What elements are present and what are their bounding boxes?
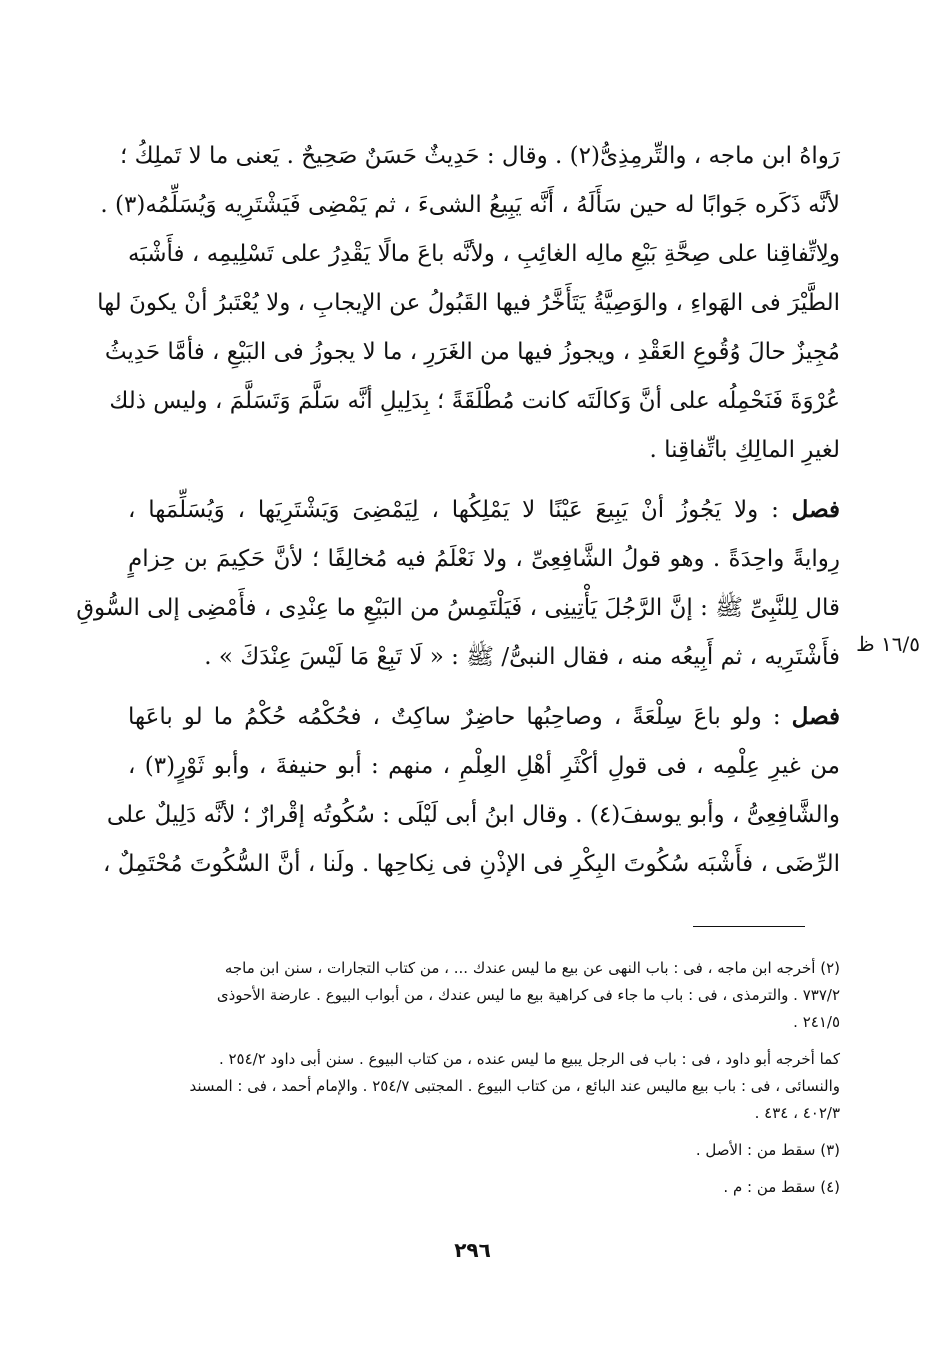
footnote-2-continued: [128, 1046, 840, 1127]
footnote-line: ٢٤١/٥ .: [793, 1013, 840, 1031]
text-line: فأَشْتَرِيه ، ثم أَبِيعُه منه ، فقال النبىُّ/ ﷺ : « لَا تَبِعْ مَا لَيْسَ عِنْدَكَ » .: [204, 644, 840, 670]
footnote-3: [128, 1137, 840, 1164]
footnote-line: (٤) سقط من : م .: [723, 1178, 840, 1196]
footnote-line: ٤٠٢/٣ ، ٤٣٤ .: [754, 1104, 840, 1122]
footnote-line: (٢) أخرجه ابن ماجه ، فى : باب النهى عن بيع ما ليس عندك ... ، من كتاب التجارات ، سنن ابن ماجه: [224, 959, 840, 977]
margin-folio-note: ١٦/٥ ظ: [856, 632, 920, 656]
text-line: والشَّافِعِىُّ ، وأبو يوسفَ(٤) . وقال ابنُ أبى لَيْلَى : سُكُوتُه إقْرارٌ ؛ لأنَّه دَلِيلٌ على: [106, 802, 840, 828]
text-line: الطَّيْرَ فى الهَواءِ ، والوَصِيَّةُ يَتَأَخَّرُ فيها القَبُولُ عن الإيجابِ ، ولا يُعْتَبرُ أنْ يكونَ لها: [97, 290, 840, 316]
footnotes: [128, 955, 840, 1211]
paragraph-3: [102, 692, 841, 889]
text-line: [128, 485, 840, 535]
text-line: رِوايةً واحِدَةً . وهو قولُ الشَّافِعِىِّ ، ولا نَعْلَمُ فيه مُخالِفًا ؛ لأنَّ حَكِيمَ بن حِزامٍ: [128, 546, 840, 572]
paragraph-2: [76, 485, 841, 682]
text-line: من غيرِ عِلْمِه ، فى قولِ أكْثَرِ أهْلِ العِلْمِ ، منهم : أبو حنيفةَ ، وأبو ثَوْرٍ(٣) ،: [128, 753, 840, 779]
text-line: الرِّضَى ، فأَشْبَه سُكُوتَ البِكْرِ فى الإذْنِ فى نِكاحِها . ولَنا ، أنَّ السُّكُوتَ مُحْتَمِلٌ ،: [102, 851, 840, 877]
footnote-line: كما أخرجه أبو داود ، فى : باب فى الرجل يبيع ما ليس عنده ، من كتاب البيوع . سنن أبى داود ٢٥٤/٢ .: [218, 1050, 840, 1068]
footnote-separator: [693, 926, 805, 927]
text-line: [128, 692, 840, 742]
text-run: : ولا يَجُوزُ أنْ يَبِيعَ عَيْنًا لا يَمْلِكُها ، لِيَمْضِىَ وَيَشْتَرِيَها ، وَيُسَلِّمَها ،: [128, 497, 779, 523]
footnote-line: (٣) سقط من : الأصل .: [695, 1141, 840, 1159]
text-line: مُجِيزٌ حالَ وُقُوعِ العَقْدِ ، ويجوزُ فيها من الغَرَرِ ، ما لا يجوزُ فى البَيْعِ ، فأمَّا حَدِيثُ: [104, 339, 840, 365]
footnote-line: والنسائى ، فى : باب بيع ماليس عند البائع ، من كتاب البيوع . المجتبى ٢٥٤/٧ . والإمام أحمد ، فى : المسند: [189, 1077, 840, 1095]
footnote-4: [128, 1174, 840, 1201]
main-text: [76, 132, 841, 889]
section-heading: فصل: [791, 703, 841, 730]
text-line: ولِاتِّفاقِنا على صِحَّةِ بَيْعِ مالِه الغائِبِ ، ولأنَّه باعَ مالًا يَقْدِرُ على تَسْلِيمِه ، فأَشْبَه: [128, 241, 840, 267]
text-line: رَواهُ ابن ماجه ، والتِّرمِذِىُّ(٢) . وقال : حَدِيثٌ حَسَنٌ صَحِيحٌ . يَعنى ما لا تَملِكُ ؛: [119, 143, 840, 169]
section-heading: فصل: [791, 496, 841, 523]
paragraph-1: [97, 132, 840, 475]
page-number: ٢٩٦: [454, 1238, 491, 1262]
text-line: قال لِلنَّبِىِّ ﷺ : إنَّ الرَّجُلَ يَأْتِينِى ، فَيَلْتَمِسُ من البَيْعِ ما عِنْدِى ، فأَمْضِى إلى السُّوقِ: [76, 595, 840, 621]
footnote-2: [128, 955, 840, 1036]
text-line: لغيرِ المالِكِ باتِّفاقِنا .: [649, 437, 840, 463]
text-line: عُرْوَةَ فَنَحْمِلُه على أنَّ وَكالَتَه كانت مُطْلَقَةً ؛ بِدَلِيلِ أنَّه سَلَّمَ وَتَسَلَّمَ ، وليس ذلك: [109, 388, 840, 414]
text-run: : ولو باعَ سِلْعَةً ، وصاحِبُها حاضِرٌ ساكِتٌ ، فحُكْمُه حُكْمُ ما لو باعَها: [128, 704, 781, 730]
text-line: لأنَّه ذَكَره جَوابًا له حين سَأَلَهُ ، أَنَّه يَبِيعُ الشىءَ ، ثم يَمْضِى فَيَشْتَرِيه وَيُسَلِّمُه(٣) .: [100, 192, 840, 218]
footnote-line: ٧٣٧/٢ . والترمذى ، فى : باب ما جاء فى كراهية بيع ما ليس عندك ، من أبواب البيوع . عارضة الأحوذى: [216, 986, 840, 1004]
